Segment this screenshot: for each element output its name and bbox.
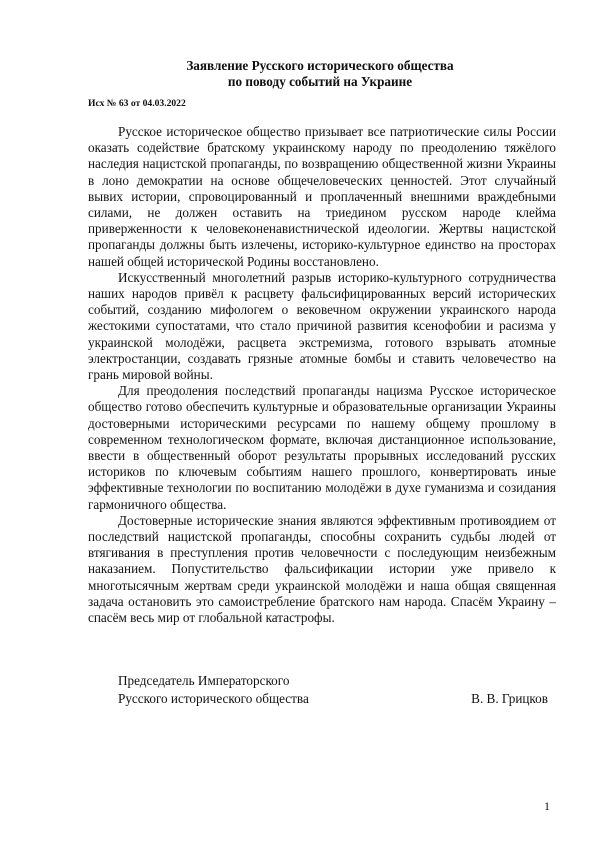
signatory-position-line-1: Председатель Императорского <box>118 673 290 688</box>
paragraph: Искусственный многолетний разрыв историко-культурного сотрудничества наших народов привёл к расцвету фальсифицированных версий исторических событий, созданию мифологем о вековечном окружении украинского народа жестокими супостатами, что стало причиной развития ксенофобии и расизма у украинской молодёжи, расцвета экстремизма, готового взрывать атомные электростанции, создавать грязные атомные бомбы и ставить человечество на грань мировой войны. <box>88 269 556 383</box>
title-line-2: по поводу событий на Украине <box>227 74 413 89</box>
title-line-1: Заявление Русского исторического общества <box>186 58 454 73</box>
paragraph: Русское историческое общество призывает все патриотические силы России оказать содействие братскому украинскому народу по преодолению тяжёлого наследия нацистской пропаганды, по возвращению общественной жизни Украины в лоно демократии на основе общечеловеческих ценностей. Этот случайный вывих истории, спровоцированный и проплаченный внешними враждебными силами, не должен оставить на триедином русском народе клейма приверженности к человеконенавистнической идеологии. Жертвы нацистской пропаганды должны быть излечены, историко-культурное единство на просторах нашей общей исторической Родины восстановлено. <box>88 124 556 269</box>
document-body <box>88 124 556 626</box>
signature-block <box>118 672 558 708</box>
paragraph: Для преодоления последствий пропаганды нацизма Русское историческое общество готово обеспечить культурные и образовательные организации Украины достоверными историческими ресурсами по нашему общему прошлому в современном технологическом формате, включая дистанционное использование, ввести в общественный оборот результаты прорывных исследований русских историков по ключевым событиям нашего прошлого, конвертировать иные эффективные технологии по воспитанию молодёжи в духе гуманизма и созидания гармоничного общества. <box>88 383 556 512</box>
signatory-name: В. В. Грицков <box>471 691 548 706</box>
paragraph: Достоверные исторические знания являются эффективным противоядием от последствий нацистской пропаганды, способны сохранить судьбы людей от втягивания в преступления против человечности с последующим неизбежным наказанием. Попустительство фальсификации истории уже привело к многотысячным жертвам среди украинской молодёжи и наша общая священная задача остановить это самоистребление братского нам народа. Спасём Украину – спасём весь мир от глобальной катастрофы. <box>88 512 556 626</box>
signatory-position-line-2: Русского исторического общества <box>118 691 309 706</box>
signature-row <box>118 690 558 708</box>
page-number: 1 <box>544 799 550 813</box>
document-title <box>60 58 580 90</box>
reference-number: Исх № 63 от 04.03.2022 <box>88 98 186 109</box>
